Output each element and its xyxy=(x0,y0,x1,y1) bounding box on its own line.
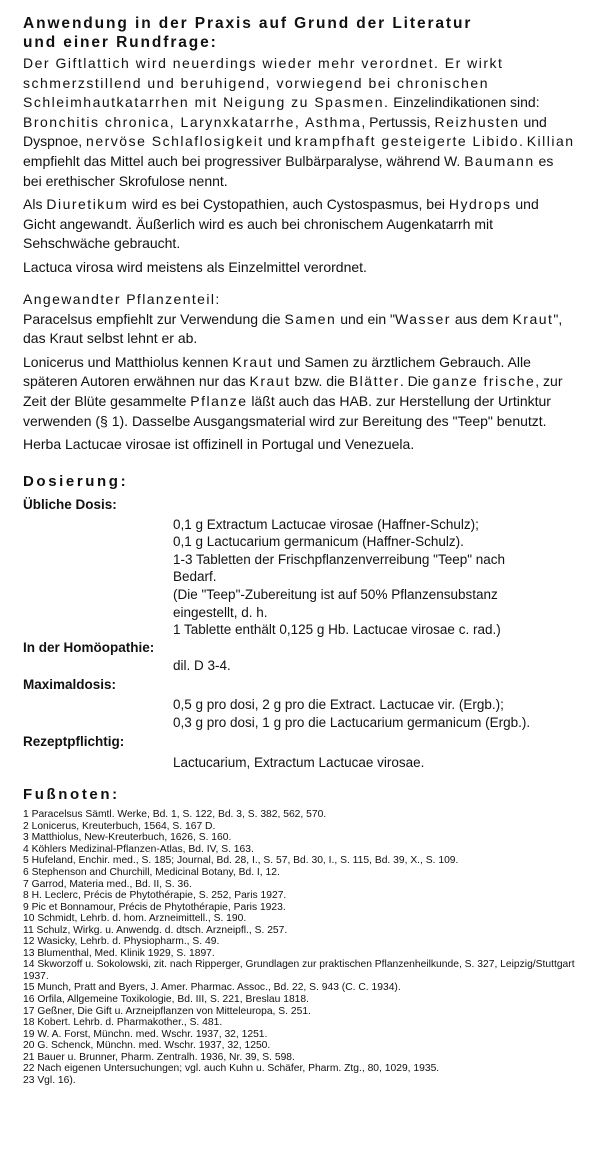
paragraph-pflanzenteil-2 xyxy=(23,353,575,431)
footnote-item: 10 Schmidt, Lehrb. d. hom. Arzneimittell., S. 190. xyxy=(23,913,247,925)
text-run: Diuretikum xyxy=(46,196,129,213)
text-line: (Die "Teep"-Zubereitung ist auf 50% Pflanzensubstanz xyxy=(173,587,498,603)
footnote-item: 3 Matthiolus, New-Kreuterbuch, 1626, S. 160. xyxy=(23,832,232,844)
footnote-item: 14 Skworzoff u. Sokolowski, zit. nach Ripperger, Grundlagen zur praktischen Pflanzenheilkunde, S. 327, Leipzig/Stuttgart 1937. xyxy=(23,959,575,982)
text-run: aus dem xyxy=(450,310,513,327)
footnote-item: 1 Paracelsus Sämtl. Werke, Bd. 1, S. 122, Bd. 3, S. 382, 562, 570. xyxy=(23,809,327,821)
text-line: 0,5 g pro dosi, 2 g pro die Extract. Lactucae vir. (Ergb.); xyxy=(173,697,504,713)
footnote-item: 11 Schulz, Wirkg. u. Anwendg. d. dtsch. Arzneipfl., S. 257. xyxy=(23,924,288,936)
text-run: bzw. die xyxy=(290,373,349,390)
text-run: empfiehlt das Mittel auch bei progressiver Bulbärparalyse, während W. xyxy=(23,152,465,169)
dose-rezept xyxy=(173,754,575,772)
footnote-item: 19 W. A. Forst, Münchn. med. Wschr. 1937, 32, 1251. xyxy=(23,1028,268,1040)
text-run: Kraut xyxy=(232,353,274,370)
text-run: und ein " xyxy=(336,310,396,327)
dose-homoeopathie xyxy=(173,657,575,675)
footnote-item: 6 Stephenson and Churchill, Medicinal Botany, Bd. I, 12. xyxy=(23,866,280,878)
text-run: ", das Kraut selbst lehnt er ab. xyxy=(23,310,563,347)
footnote-item: 20 G. Schenck, Münchn. med. Wschr. 1937, 32, 1250. xyxy=(23,1040,271,1052)
text-line: Lactucarium, Extractum Lactucae virosae. xyxy=(173,754,425,770)
text-line: 1-3 Tabletten der Frischpflanzenverreibung "Teep" nach xyxy=(173,551,506,567)
text-run: Pflanze xyxy=(190,392,248,409)
section-fussnoten xyxy=(23,785,575,1086)
section-anwendung xyxy=(23,14,575,278)
heading-pflanzenteil: Angewandter Pflanzenteil: xyxy=(23,290,221,307)
footnote-item: 15 Munch, Pratt and Byers, J. Amer. Pharmac. Assoc., Bd. 22, S. 943 (C. C. 1934). xyxy=(23,982,401,994)
section-dosierung xyxy=(23,472,575,772)
text-line: dil. D 3-4. xyxy=(173,657,231,673)
text-run: Paracelsus empfiehlt zur Verwendung die xyxy=(23,310,285,327)
footnote-item: 13 Blumenthal, Med. Klinik 1929, S. 1897. xyxy=(23,947,215,959)
footnote-item: 12 Wasicky, Lehrb. d. Physiopharm., S. 49. xyxy=(23,936,220,948)
text-run: Samen xyxy=(284,310,337,327)
text-run: Einzelindikationen sind: xyxy=(389,94,540,111)
heading-anwendung-line2: und einer Rundfrage: xyxy=(23,34,218,51)
text-run: Kraut xyxy=(249,373,291,390)
label-uebliche-dosis: Übliche Dosis: xyxy=(23,496,117,512)
paragraph-pflanzenteil-1 xyxy=(23,310,575,349)
text-line: 1 Tablette enthält 0,125 g Hb. Lactucae virosae c. rad.) xyxy=(173,622,501,638)
text-run: Der Giftlattich wird neuerdings wieder mehr verordnet. Er wirkt schmerzstillend und beruhigend, vorwiegend bei chronischen Schleimhautkatarrhen mit Neigung zu Spasmen. xyxy=(23,55,504,111)
section-pflanzenteil xyxy=(23,290,575,455)
text-run: und xyxy=(263,133,295,150)
text-run: ganze frische xyxy=(432,373,536,390)
label-rezeptpflichtig: Rezeptpflichtig: xyxy=(23,733,125,749)
footnote-item: 23 Vgl. 16). xyxy=(23,1074,76,1086)
text-run: nervöse Schlaflosigkeit xyxy=(86,133,264,150)
text-run: und Samen zu ärztlichem Gebrauch. Alle späteren Autoren erwähnen nur das xyxy=(23,353,531,390)
text-run: . xyxy=(518,133,527,150)
text-line: 0,1 g Extractum Lactucae virosae (Haffner-Schulz); xyxy=(173,516,479,532)
text-run: krampfhaft gesteigerte Libido xyxy=(294,133,519,150)
text-line: 0,1 g Lactucarium germanicum (Haffner-Schulz). xyxy=(173,534,464,550)
footnote-item: 18 Kobert. Lehrb. d. Pharmakother., S. 481. xyxy=(23,1017,223,1029)
text-run: läßt auch das HAB. zur Herstellung der Urtinktur verwenden (§ 1). Dasselbe Ausgangsmaterial wird zur Bereitung des "Teep" benutzt. xyxy=(23,392,551,429)
paragraph-anwendung-2 xyxy=(23,195,575,254)
label-homoeopathie: In der Homöopathie: xyxy=(23,639,155,655)
paragraph-pflanzenteil-3: Herba Lactucae virosae ist offizinell in Portugal und Venezuela. xyxy=(23,436,415,453)
footnote-item: 5 Hufeland, Enchir. med., S. 185; Journal, Bd. 28, I., S. 57, Bd. 30, I., S. 115, Bd. 39, X., S. 109. xyxy=(23,855,459,867)
heading-fussnoten: Fußnoten: xyxy=(23,786,120,804)
paragraph-anwendung-1 xyxy=(23,54,575,191)
heading-dosierung: Dosierung: xyxy=(23,472,129,490)
dose-maximal xyxy=(173,696,575,731)
text-run: , Pertussis, xyxy=(361,113,435,130)
footnote-list xyxy=(23,809,575,1086)
footnote-item: 21 Bauer u. Brunner, Pharm. Zentralh. 1936, Nr. 39, S. 598. xyxy=(23,1051,295,1063)
text-run: Baumann xyxy=(464,152,535,169)
dose-uebliche xyxy=(173,516,575,639)
text-run: Kraut xyxy=(512,310,554,327)
text-run: Lonicerus und Matthiolus kennen xyxy=(23,353,233,370)
text-run: . Die xyxy=(399,373,433,390)
footnote-item: 8 H. Leclerc, Précis de Phytothérapie, S. 252, Paris 1927. xyxy=(23,890,287,902)
footnote-item: 17 Geßner, Die Gift u. Arzneipflanzen von Mitteleuropa, S. 251. xyxy=(23,1005,311,1017)
paragraph-anwendung-3: Lactuca virosa wird meistens als Einzelmittel verordnet. xyxy=(23,258,367,275)
text-run: es bei erethischer Skrofulose nennt. xyxy=(23,152,554,189)
footnote-item: 2 Lonicerus, Kreuterbuch, 1564, S. 167 D. xyxy=(23,820,216,832)
footnote-item: 9 Pic et Bonnamour, Précis de Phytothérapie, Paris 1923. xyxy=(23,901,286,913)
text-run: und Gicht angewandt. Äußerlich wird es auch bei chronischem Augenkatarrh mit Sehschwäche gebraucht. xyxy=(23,196,539,252)
text-run: Als xyxy=(23,196,47,213)
heading-anwendung-line1: Anwendung in der Praxis auf Grund der Literatur xyxy=(23,15,473,32)
text-line: Bedarf. xyxy=(173,569,217,585)
text-run: wird es bei Cystopathien, auch Cystospasmus, bei xyxy=(128,196,449,213)
footnote-item: 22 Nach eigenen Untersuchungen; vgl. auch Kuhn u. Schäfer, Pharm. Ztg., 80, 1029, 1935. xyxy=(23,1063,440,1075)
label-maximaldosis: Maximaldosis: xyxy=(23,677,117,693)
text-run: Bronchitis chronica, Larynxkatarrhe, Asthma xyxy=(23,113,362,130)
text-run: Blätter xyxy=(348,373,400,390)
text-run: Reizhusten xyxy=(434,113,520,130)
text-run: Wasser xyxy=(395,310,451,327)
text-run: Killian xyxy=(526,133,575,150)
footnote-item: 4 Köhlers Medizinal-Pflanzen-Atlas, Bd. IV, S. 163. xyxy=(23,843,254,855)
text-line: eingestellt, d. h. xyxy=(173,604,268,620)
text-run: Hydrops xyxy=(448,196,512,213)
footnote-item: 7 Garrod, Materia med., Bd. II, S. 36. xyxy=(23,878,192,890)
text-run: und Dyspnoe, xyxy=(23,113,547,150)
text-line: 0,3 g pro dosi, 1 g pro die Lactucarium germanicum (Ergb.). xyxy=(173,715,531,731)
footnote-item: 16 Orfila, Allgemeine Toxikologie, Bd. III, S. 221, Breslau 1818. xyxy=(23,993,309,1005)
text-run: , zur Zeit der Blüte gesammelte xyxy=(23,373,563,409)
